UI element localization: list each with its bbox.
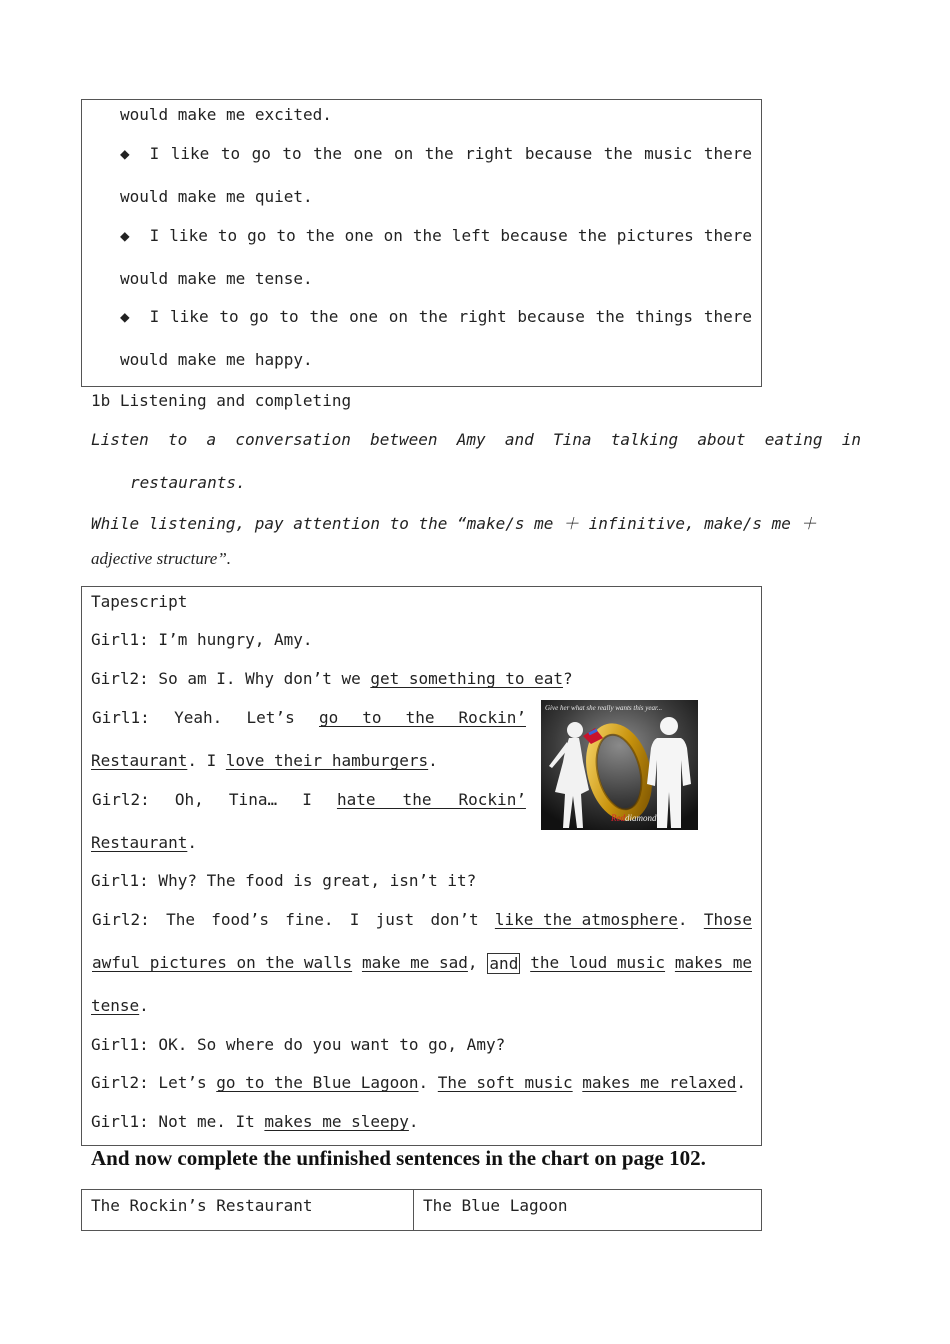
dialogue-word: Girl2: — [92, 910, 150, 929]
dialogue-word: just — [375, 910, 415, 929]
dialogue-line — [91, 996, 149, 1015]
dialogue-word: Girl1: — [92, 708, 150, 727]
dialogue-line — [91, 1073, 746, 1092]
dialogue-line — [91, 1112, 419, 1131]
dialogue-word: Girl2: — [92, 790, 150, 809]
underlined-phrase: Those — [703, 910, 752, 929]
dialogue-word: Let’s — [246, 708, 295, 727]
bullet-item — [120, 226, 752, 245]
dialogue-text: . — [408, 1112, 419, 1131]
dialogue-text: . — [187, 833, 197, 852]
dialogue-line — [92, 910, 752, 929]
dialogue-text: , — [467, 953, 478, 972]
underlined-group — [495, 910, 688, 929]
ring-advert-illustration — [541, 700, 698, 830]
underlined-phrase: get something to eat — [370, 669, 564, 688]
diamond-bullet-icon: ◆ — [120, 144, 130, 163]
diamond-bullet-icon: ◆ — [120, 226, 130, 245]
dialogue-text: . — [677, 910, 688, 929]
underlined-phrase: makes me — [674, 953, 752, 972]
advert-caption: Give her what she really wants this year... — [545, 704, 663, 712]
underlined-phrase: Restaurant — [91, 833, 188, 852]
ring-advert-image — [541, 700, 698, 830]
dialogue-text: . — [428, 751, 438, 770]
boxed-word: and — [489, 954, 519, 973]
tapescript-heading: Tapescript — [91, 592, 188, 611]
bullet-text: I like to go to the one on the right because the music there — [149, 144, 752, 163]
underlined-phrase: tense — [91, 996, 140, 1015]
dialogue-line: Girl1: OK. So where do you want to go, Amy? — [91, 1035, 506, 1054]
brand-logo — [610, 813, 657, 823]
brand-rest: diamond — [625, 813, 657, 823]
continued-line: would make me excited. — [120, 105, 332, 124]
bullet-text-cont: would make me quiet. — [120, 187, 313, 206]
dialogue-word: fine. — [285, 910, 334, 929]
table-header-rockin: The Rockin’s Restaurant — [82, 1190, 414, 1230]
dialogue-text: . — [418, 1073, 438, 1092]
instruction-heading: And now complete the unfinished sentences in the chart on page 102. — [91, 1146, 706, 1170]
underlined-phrase: awful pictures on the walls — [92, 953, 353, 972]
dialogue-text: Girl1: Not me. It — [91, 1112, 265, 1131]
dialogue-text: Girl2: So am I. Why don’t we — [91, 669, 371, 688]
dialogue-text: . — [736, 1073, 747, 1092]
section-title: 1b Listening and completing — [91, 391, 352, 410]
underlined-phrase: makes me sleepy — [264, 1112, 409, 1131]
underlined-phrase — [319, 708, 526, 727]
underlined-phrase: love their hamburgers — [225, 751, 429, 770]
dialogue-line — [91, 669, 573, 688]
dialogue-word: food’s — [211, 910, 270, 929]
bullet-options-box — [81, 99, 762, 387]
dialogue-line: Girl1: Why? The food is great, isn’t it? — [91, 871, 477, 890]
dialogue-line: Girl1: I’m hungry, Amy. — [91, 630, 313, 649]
bullet-item — [120, 144, 752, 163]
bullet-item — [120, 307, 752, 326]
underlined-phrase: like the atmosphere — [494, 910, 678, 929]
dialogue-line — [91, 833, 197, 852]
dialogue-word: don’t — [430, 910, 479, 929]
underlined-phrase: make me sad — [361, 953, 468, 972]
dialogue-line — [92, 953, 752, 974]
underlined-phrase: The soft music — [437, 1073, 573, 1092]
table-header-blue-lagoon: The Blue Lagoon — [423, 1196, 568, 1215]
dialogue-text: ? — [563, 669, 573, 688]
instruction-line-2-cont: adjective structure”. — [91, 549, 232, 568]
bullet-text-cont: would make me happy. — [120, 350, 313, 369]
underlined-text: go to the Rockin’ — [318, 708, 526, 727]
instruction-line: Listen to a conversation between Amy and Tina talking about eating in — [91, 430, 861, 449]
underlined-phrase: go to the Blue Lagoon — [216, 1073, 419, 1092]
tapescript-box — [81, 586, 762, 1146]
dialogue-word: Yeah. — [174, 708, 223, 727]
dialogue-word: I — [302, 790, 312, 809]
underlined-text: hate the Rockin’ — [336, 790, 526, 809]
bullet-text: I like to go to the one on the left because the pictures there — [149, 226, 752, 245]
dialogue-line — [91, 751, 438, 770]
underlined-group — [362, 953, 478, 974]
dialogue-word: The — [166, 910, 195, 929]
instruction-line-2: While listening, pay attention to the “make/s me ＋ infinitive, make/s me ＋ — [91, 514, 817, 533]
instruction-line-cont: restaurants. — [130, 473, 246, 492]
dialogue-line — [92, 708, 526, 727]
bullet-text: I like to go to the one on the right because the things there — [149, 307, 752, 326]
underlined-phrase — [337, 790, 526, 809]
underlined-phrase: makes me relaxed — [582, 1073, 737, 1092]
dialogue-word: Oh, — [174, 790, 204, 809]
dialogue-text: . — [139, 996, 149, 1015]
underlined-phrase: the loud music — [530, 953, 666, 972]
restaurant-table — [81, 1189, 762, 1231]
underlined-phrase: Restaurant — [91, 751, 188, 770]
dialogue-text: Girl2: Let’s — [91, 1073, 217, 1092]
dialogue-word: Tina… — [228, 790, 278, 809]
brand-red: Red — [611, 813, 625, 823]
dialogue-word: I — [349, 910, 360, 929]
dialogue-text: . I — [187, 751, 226, 770]
bullet-text-cont: would make me tense. — [120, 269, 313, 288]
diamond-bullet-icon: ◆ — [120, 307, 130, 326]
dialogue-line — [92, 790, 526, 809]
